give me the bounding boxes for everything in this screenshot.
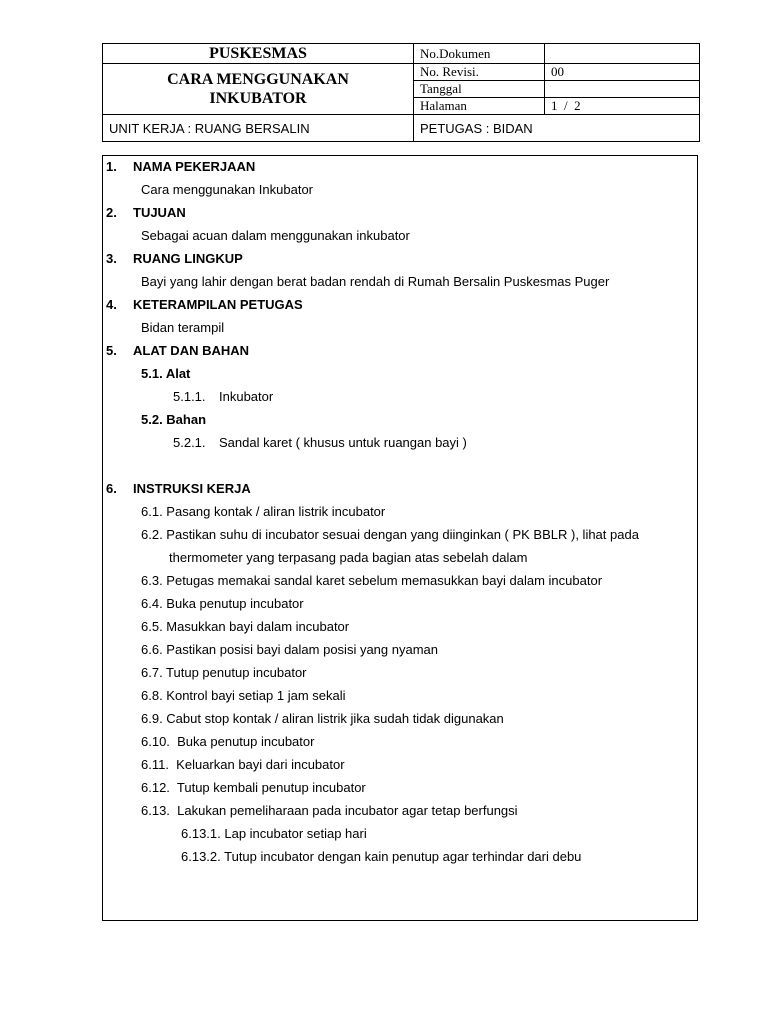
step-6-13: 6.13. Lakukan pemeliharaan pada incubator agar tetap berfungsi <box>141 803 518 818</box>
section-4-text: Bidan terampil <box>141 320 225 335</box>
step-6-1: 6.1. Pasang kontak / aliran listrik incubator <box>141 504 386 519</box>
no-dokumen-label: No.Dokumen <box>414 44 545 64</box>
step-6-2-continued: thermometer yang terpasang pada bagian atas sebelah dalam <box>169 550 528 565</box>
step-6-13-2: 6.13.2. Tutup incubator dengan kain penutup agar terhindar dari debu <box>181 849 582 864</box>
step-6-10: 6.10. Buka penutup incubator <box>141 734 315 749</box>
section-3-title: RUANG LINGKUP <box>133 251 243 266</box>
section-6-title: INSTRUKSI KERJA <box>133 481 251 496</box>
section-1-text: Cara menggunakan Inkubator <box>141 182 314 197</box>
step-6-4: 6.4. Buka penutup incubator <box>141 596 304 611</box>
section-2-text: Sebagai acuan dalam menggunakan inkubator <box>141 228 410 243</box>
step-6-7: 6.7. Tutup penutup incubator <box>141 665 307 680</box>
document-title <box>103 64 414 115</box>
section-2-title: TUJUAN <box>133 205 186 220</box>
step-6-11: 6.11. Keluarkan bayi dari incubator <box>141 757 345 772</box>
section-1-title: NAMA PEKERJAAN <box>133 159 256 174</box>
item-5-1-1-text: Inkubator <box>219 389 274 404</box>
document-header-table <box>102 43 700 142</box>
step-6-8: 6.8. Kontrol bayi setiap 1 jam sekali <box>141 688 346 703</box>
subsection-5-2: 5.2. Bahan <box>141 412 207 427</box>
item-5-1-1-number: 5.1.1. <box>173 389 206 404</box>
tanggal-value <box>545 81 700 98</box>
item-5-2-1-text: Sandal karet ( khusus untuk ruangan bayi ) <box>219 435 467 450</box>
halaman-value: 1 / 2 <box>545 98 700 115</box>
step-6-2: 6.2. Pastikan suhu di incubator sesuai dengan yang diinginkan ( PK BBLR ), lihat pada <box>141 527 639 542</box>
unit-kerja: UNIT KERJA : RUANG BERSALIN <box>103 115 414 142</box>
step-6-6: 6.6. Pastikan posisi bayi dalam posisi yang nyaman <box>141 642 438 657</box>
section-3-number: 3. <box>106 251 117 266</box>
step-6-12: 6.12. Tutup kembali penutup incubator <box>141 780 366 795</box>
item-5-2-1-number: 5.2.1. <box>173 435 206 450</box>
halaman-label: Halaman <box>414 98 545 115</box>
section-1-number: 1. <box>106 159 117 174</box>
section-6-number: 6. <box>106 481 117 496</box>
petugas: PETUGAS : BIDAN <box>414 115 700 142</box>
title-line-1: CARA MENGGUNAKAN <box>167 71 349 88</box>
step-6-3: 6.3. Petugas memakai sandal karet sebelum memasukkan bayi dalam incubator <box>141 573 603 588</box>
subsection-5-1: 5.1. Alat <box>141 366 191 381</box>
no-dokumen-value <box>545 44 700 64</box>
tanggal-label: Tanggal <box>414 81 545 98</box>
document-body <box>102 155 698 921</box>
section-5-title: ALAT DAN BAHAN <box>133 343 250 358</box>
section-5-number: 5. <box>106 343 117 358</box>
title-line-2: INKUBATOR <box>209 90 307 107</box>
section-3-text: Bayi yang lahir dengan berat badan rendah di Rumah Bersalin Puskesmas Puger <box>141 274 610 289</box>
section-4-number: 4. <box>106 297 117 312</box>
no-revisi-label: No. Revisi. <box>414 64 545 81</box>
org-name: PUSKESMAS <box>103 44 414 64</box>
step-6-5: 6.5. Masukkan bayi dalam incubator <box>141 619 350 634</box>
section-4-title: KETERAMPILAN PETUGAS <box>133 297 303 312</box>
step-6-13-1: 6.13.1. Lap incubator setiap hari <box>181 826 367 841</box>
section-2-number: 2. <box>106 205 117 220</box>
step-6-9: 6.9. Cabut stop kontak / aliran listrik jika sudah tidak digunakan <box>141 711 504 726</box>
no-revisi-value: 00 <box>545 64 700 81</box>
